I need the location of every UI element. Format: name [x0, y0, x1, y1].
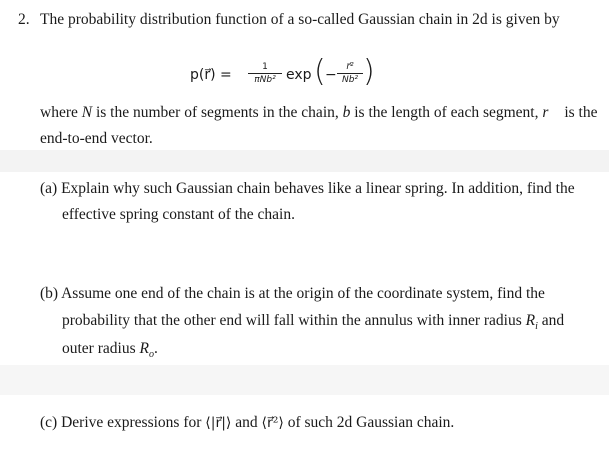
- expr-r-squared: ⟨r⃗²⟩: [261, 415, 284, 431]
- text: is the: [560, 104, 598, 121]
- prefactor-numerator: 1: [262, 62, 268, 72]
- text: is the length of each segment,: [350, 104, 543, 121]
- where-line-2: end-to-end vector.: [40, 130, 153, 147]
- subscript-o: o: [148, 349, 154, 361]
- var-N: N: [81, 104, 93, 121]
- part-b-line-3: [62, 340, 158, 360]
- exponent-denominator: Nb²: [341, 75, 359, 85]
- exponent-numerator: r⃗²: [346, 62, 354, 72]
- subscript-i: i: [535, 321, 538, 333]
- where-line-1: [40, 104, 597, 122]
- fraction-bar: [248, 73, 282, 74]
- text: and: [537, 312, 565, 329]
- text: (c) Derive expressions for: [40, 414, 206, 431]
- prefactor-denominator: πNb²: [254, 75, 276, 85]
- text: where: [40, 104, 82, 121]
- left-paren: (: [314, 54, 326, 89]
- var-r-vector: r⃗: [542, 104, 561, 121]
- problem-intro: The probability distribution function of a so-called Gaussian chain in 2d is given by: [40, 11, 560, 28]
- var-b: b: [342, 104, 351, 121]
- text: probability that the other end will fall within the annulus with inner radius: [62, 312, 526, 329]
- formula-prefactor: [248, 62, 282, 85]
- text: .: [153, 340, 158, 357]
- var-R: R: [525, 312, 536, 329]
- fraction-bar: [337, 73, 363, 74]
- text: outer radius: [62, 340, 140, 357]
- part-b-line-1: (b) Assume one end of the chain is at the origin of the coordinate system, find the: [40, 285, 545, 302]
- part-c-line: [40, 414, 454, 432]
- part-b-line-2: [62, 312, 564, 332]
- part-a-line-2: effective spring constant of the chain.: [62, 206, 295, 223]
- text: of such 2d Gaussian chain.: [283, 414, 455, 431]
- text: and: [231, 414, 262, 431]
- formula-exponent: [337, 62, 363, 85]
- text: is the number of segments in the chain,: [92, 104, 343, 121]
- expr-abs-r: ⟨|r⃗|⟩: [205, 415, 232, 431]
- scan-band: [0, 150, 609, 172]
- formula-minus: −: [325, 67, 337, 83]
- problem-number: 2.: [18, 11, 30, 28]
- right-paren: ): [363, 54, 375, 89]
- scan-band: [0, 365, 609, 395]
- formula-exp: exp: [286, 67, 312, 83]
- part-a-line-1: (a) Explain why such Gaussian chain behaves like a linear spring. In addition, find the: [40, 180, 575, 197]
- formula-lhs: p(r⃗) =: [190, 67, 232, 83]
- var-R: R: [139, 340, 149, 357]
